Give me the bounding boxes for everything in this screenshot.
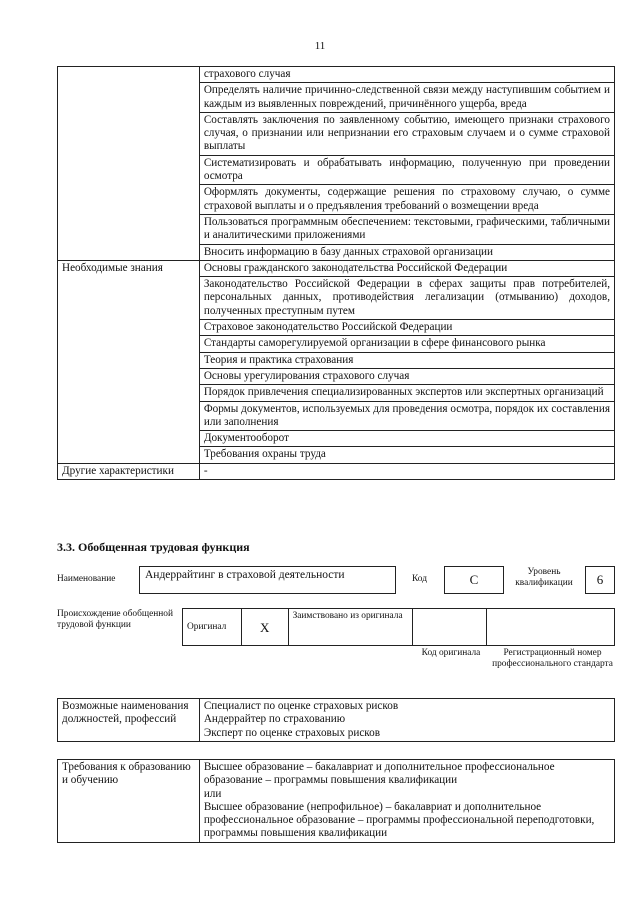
table-row: [58, 260, 615, 276]
table-row: [58, 385, 615, 401]
row-description: Документооборот: [199, 431, 614, 447]
row-category: [58, 67, 200, 83]
table-row: [58, 214, 615, 244]
table-row: [58, 67, 615, 83]
row-description: Оформлять документы, содержащие решения по страховому случаю, о сумме страховой выплаты и о предъявления требований о возмещении вреда: [199, 185, 614, 215]
origin-label: Происхождение обобщенной трудовой функции: [57, 609, 173, 630]
table-row: [58, 352, 615, 368]
education-label: Требования к образованию и обучению: [58, 760, 200, 843]
reg-number-caption: Регистрационный номер профессионального стандарта: [492, 648, 613, 669]
row-category: [58, 112, 200, 155]
row-description: Вносить информацию в базу данных страховой организации: [199, 244, 614, 260]
row-description: Пользоваться программным обеспечением: текстовыми, графическими, табличными и аналитическими приложениями: [199, 214, 614, 244]
row-category: Другие характеристики: [58, 463, 200, 479]
row-description: Определять наличие причинно-следственной связи между наступившим событием и каждым из выявленных повреждений, причинённого ущерба, вреда: [199, 83, 614, 113]
possible-names-table: [57, 698, 615, 742]
code-label: Код: [412, 574, 427, 584]
table-row: [58, 185, 615, 215]
page-number: 11: [314, 40, 326, 52]
table-row: [58, 277, 615, 320]
education-text-2: Высшее образование (непрофильное) – бакалавриат и дополнительное профессиональное образование – программы профессиональной переподготовки, программы повышения квалификации: [203, 800, 595, 840]
reg-number-cell: [487, 609, 615, 646]
row-category: [58, 185, 200, 215]
row-category: [58, 431, 200, 447]
function-code-field: C: [444, 566, 504, 594]
possible-names-label: Возможные наименования должностей, профессий: [58, 699, 200, 742]
row-description: Составлять заключения по заявленному событию, имеющего признаки страхового случая, о признании или непризнании его страховым случаем и о сумме страховой выплаты: [199, 112, 614, 155]
row-category: [58, 336, 200, 352]
table-row: [58, 401, 615, 431]
education-values: [199, 760, 614, 843]
knowledge-skills-table: [57, 66, 615, 480]
row-category: [58, 277, 200, 320]
function-name-field: Андеррайтинг в страховой деятельности: [139, 566, 396, 594]
code-original-cell: [412, 609, 486, 646]
row-category: [58, 244, 200, 260]
possible-name-item: Эксперт по оценке страховых рисков: [203, 726, 381, 739]
row-description: Стандарты саморегулируемой организации в сфере финансового рынка: [199, 336, 614, 352]
education-table: [57, 759, 615, 843]
name-label: Наименование: [57, 574, 116, 584]
education-or: или: [203, 787, 222, 800]
row-description: Систематизировать и обрабатывать информацию, полученную при проведении осмотра: [199, 155, 614, 185]
row-description: -: [199, 463, 614, 479]
row-description: страхового случая: [199, 67, 614, 83]
row-description: Требования охраны труда: [199, 447, 614, 463]
possible-names-values: [199, 699, 614, 742]
row-description: Формы документов, используемых для проведения осмотра, порядок их составления или заполнения: [199, 401, 614, 431]
table-row: [58, 447, 615, 463]
section-heading: 3.3. Обобщенная трудовая функция: [57, 540, 250, 554]
possible-name-item: Специалист по оценке страховых рисков: [203, 700, 399, 712]
original-label: Оригинал: [183, 609, 242, 646]
table-row: [58, 83, 615, 113]
row-description: Основы гражданского законодательства Российской Федерации: [199, 260, 614, 276]
row-category: [58, 352, 200, 368]
table-row: [58, 463, 615, 479]
qualification-level-field: 6: [585, 566, 615, 594]
table-row: [58, 320, 615, 336]
possible-name-item: Андеррайтер по страхованию: [203, 713, 346, 726]
original-mark: X: [241, 609, 288, 646]
row-description: Основы урегулирования страхового случая: [199, 368, 614, 384]
row-category: [58, 155, 200, 185]
origin-table: [182, 608, 615, 646]
row-category: [58, 368, 200, 384]
table-row: [58, 431, 615, 447]
table-row: [58, 244, 615, 260]
qualification-level-label: Уровень квалификации: [515, 567, 573, 588]
row-description: Порядок привлечения специализированных экспертов или экспертных организаций: [199, 385, 614, 401]
row-description: Страховое законодательство Российской Федерации: [199, 320, 614, 336]
row-category: [58, 447, 200, 463]
table-row: [58, 155, 615, 185]
borrowed-label: Заимствовано из оригинала: [288, 609, 412, 646]
row-category: Необходимые знания: [58, 260, 200, 276]
table-row: [58, 336, 615, 352]
row-category: [58, 401, 200, 431]
table-row: [58, 112, 615, 155]
row-description: Теория и практика страхования: [199, 352, 614, 368]
row-description: Законодательство Российской Федерации в сферах защиты прав потребителей, персональных данных, противодействия легализации (отмыванию) доходов, полученных преступным путем: [199, 277, 614, 320]
row-category: [58, 83, 200, 113]
row-category: [58, 320, 200, 336]
education-text-1: Высшее образование – бакалавриат и дополнительное профессиональное образование – программы повышения квалификации: [203, 761, 555, 787]
code-original-caption: Код оригинала: [421, 648, 481, 658]
table-row: [58, 368, 615, 384]
row-category: [58, 385, 200, 401]
row-category: [58, 214, 200, 244]
